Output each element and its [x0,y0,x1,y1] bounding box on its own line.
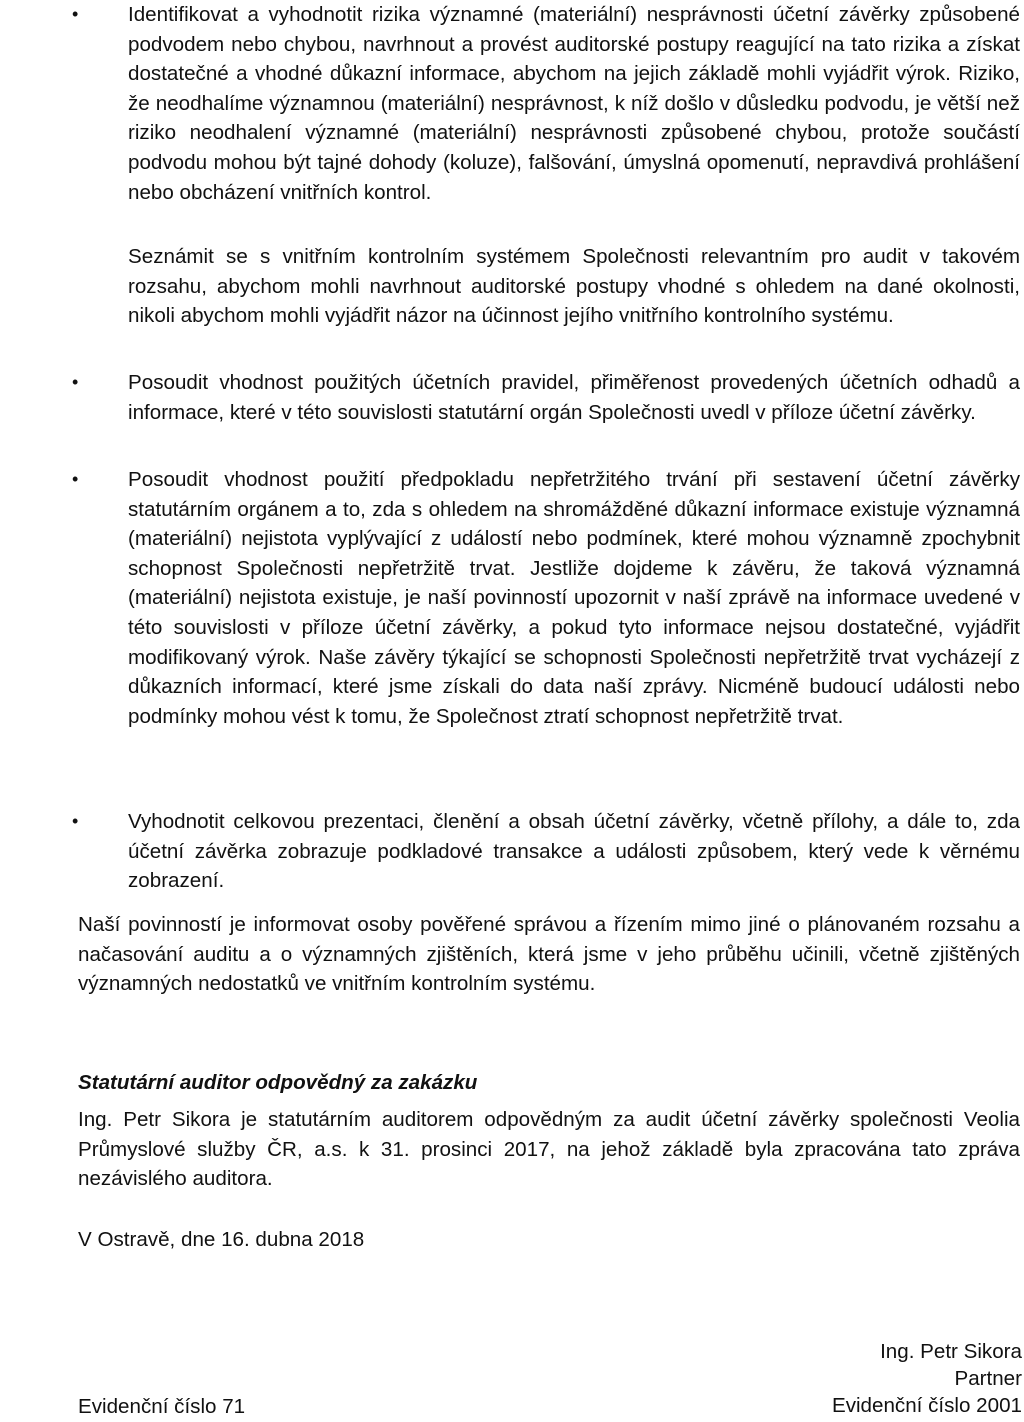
list-item [72,0,1020,207]
list-item-text: Posoudit vhodnost použitých účetních pravidel, přiměřenost provedených účetních odhadů a informace, které v této souvislosti statutární orgán Společnosti uvedl v příloze účetní závěrky. [128,371,1020,424]
signatory-name: Ing. Petr Sikora [880,1340,1022,1363]
signatory-registration: Evidenční číslo 2001 [831,1394,1022,1417]
list-item-text: Posoudit vhodnost použití předpokladu nepřetržitého trvání při sestavení účetní závěrky statutárním orgánem a to, zda s ohledem na shromážděné důkazní informace existuje významná (materiální) nejistota vyplývající z událostí nebo podmínek, které mohou významně zpochybnit schopnost Společnosti nepřetržitě trvat. Jestliže dojdeme k závěru, že taková významná (materiální) nejistota existuje, je naší povinností upozornit v naší zprávě na informace uvedené v této souvislosti v příloze účetní závěrky, a pokud tyto informace nejsou dostatečné, vyjádřit modifikovaný výrok. Naše závěry týkající se schopnosti Společnosti nepřetržitě trvat vycházejí z důkazních informací, které jsme získali do data naší zprávy. Nicméně budoucí události nebo podmínky mohou vést k tomu, že Společnost ztratí schopnost nepřetržitě trvat. [128,468,1020,728]
place-and-date: V Ostravě, dne 16. dubna 2018 [78,1228,365,1251]
signature-block [832,1338,1022,1419]
firm-registration-number: Evidenční číslo 71 [78,1395,246,1418]
list-item-text: Seznámit se s vnitřním kontrolním systémem Společnosti relevantním pro audit v takovém rozsahu, abychom mohli navrhnout auditorské postupy vhodné s ohledem na dané okolnosti, nikoli abychom mohli vyjádřit názor na účinnost jejího vnitřního kontrolního systému. [128,245,1020,328]
list-item [72,807,1020,896]
auditor-section-heading: Statutární auditor odpovědný za zakázku [78,1071,478,1094]
bullet-icon: • [72,469,79,489]
bullet-icon: • [72,372,79,392]
bullet-icon: • [72,4,79,24]
list-item-text: Vyhodnotit celkovou prezentaci, členění a obsah účetní závěrky, včetně přílohy, a dále to, zda účetní závěrka zobrazuje podkladové transakce a události způsobem, který vede k věrnému zobrazení. [128,810,1020,893]
auditor-section-text: Ing. Petr Sikora je statutárním auditorem odpovědným za audit účetní závěrky společnosti Veolia Průmyslové služby ČR, a.s. k 31. prosinci 2017, na jehož základě byla zpracována tato zpráva nezávislého auditora. [78,1108,1020,1191]
list-item [72,368,1020,427]
list-item [128,242,1020,331]
bullet-icon: • [72,811,79,831]
list-item-text: Identifikovat a vyhodnotit rizika významné (materiální) nesprávnosti účetní závěrky způsobené podvodem nebo chybou, navrhnout a provést auditorské postupy reagující na tato rizika a získat dostatečné a vhodné důkazní informace, abychom na jejich základě mohli vyjádřit výrok. Riziko, že neodhalíme významnou (materiální) nesprávnost, k níž došlo v důsledku podvodu, je větší než riziko neodhalení významné (materiální) nesprávnosti způsobené chybou, protože součástí podvodu mohou být tajné dohody (koluze), falšování, úmyslná opomenutí, nepravdivá prohlášení nebo obcházení vnitřních kontrol. [128,3,1020,204]
list-item [72,465,1020,731]
signatory-role: Partner [954,1367,1022,1390]
governance-paragraph: Naší povinností je informovat osoby pověřené správou a řízením mimo jiné o plánovaném rozsahu a načasování auditu a o významných zjištěních, která jsme v jeho průběhu učinili, včetně zjištěných významných nedostatků ve vnitřním kontrolním systému. [78,913,1020,996]
